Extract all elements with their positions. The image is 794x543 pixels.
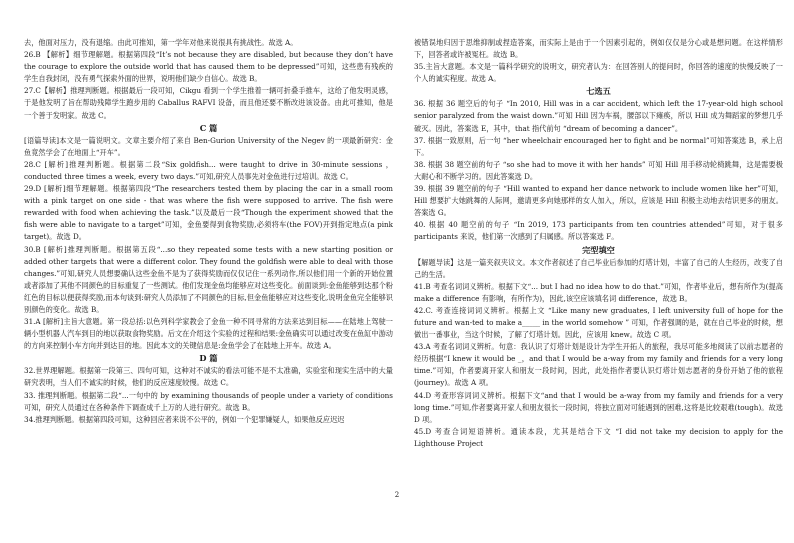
paragraph: 32.世界理解题。根据第一段第三、四句可知，这种对不诚实的看法可能不是不太准确，实验室和现实生活中的大量研究表明，当人们不诚实的时候，他们的反应速度较慢。故选 C。 [24, 366, 393, 388]
page-number: 2 [394, 491, 400, 499]
paragraph: 36. 根据 36 题空后的句子 “In 2010, Hill was in a car accident, which left the 17-year-old high school senior paralyzed from the waist down.”可知 Hill 因为车祸，腰部以下瘫痪，所以 Hill 成为舞蹈家的梦想几乎破灭。因此，答案选 E，其中，that 指代前句 “dream of becoming a dancer”。 [414, 99, 783, 133]
paragraph: 28.C [解析]推理判断题。根据第二段“Six goldfish... were taught to drive in 30-minute sessions ，conducted three times a week, every two days.”可知,研究人员事先对金鱼进行过培训。故选 C。 [24, 159, 393, 181]
paragraph: 38. 根据 38 题空前的句子 “so she had to move it with her hands” 可知 Hill 用手移动轮椅跳舞，这是需要极大耐心和不断学习的。因此答案选 D。 [414, 159, 783, 181]
left-column [24, 37, 393, 426]
paragraph: 34.推理判断题。根据第四段可知，这种回应者来说不公平的，例如一个犯罪嫌疑人，如果他反应迟迟 [24, 414, 345, 424]
paragraph: 42.C. 考查连接词词义辨析。根据上文 “Like many new graduates, I left university full of hope for the future and wan-ted to make a_____ in the world somehow ” 可知，作者强调的是，就在自己毕业的时候，想做出一番事业，当这个时候，了解了灯塔计划。因此，应该用 knew。故选 C 项。 [414, 305, 783, 340]
section-heading: 完型填空 [582, 244, 615, 255]
paragraph: 26.B 【解析】细节理解题。根据第四段“It’s not because they are disabled, but because they don’t have the courage to explore the outside world that has caused them to be depressed”可知，这些患有残疾的学生自我封闭，没有勇气探索外面的世界，说明他们缺少自信心。故选 B。 [24, 50, 393, 84]
paragraph: 39. 根据 39 题空前的句子 “Hill wanted to expand her dance network to include women like her”可知，Hill 想要扩大她跳舞的人际网，邀请更多向她那样的女人加入，所以，应该是 Hill 积极主动地去结识更多的朋友。答案选 G。 [414, 184, 783, 218]
paragraph: 【解题导读】这是一篇夹叙夹议文。本文作者叙述了自己毕业后参加的灯塔计划，丰富了自己的人生经历，改变了自己的生活。 [414, 257, 783, 279]
paragraph: 30.B [解析]推理判断题。根据第五段“...so they repeated some tests with a new starting position or added other targets that were a different color. They found the goldfish were able to deal with those changes.”可知,研究人员想要确认这些金鱼不是为了获得奖励而仅仅记住一系列动作,所以他们用一个新的开始位置或者添加了其他不同颜色的目标重复了一些测试。他们发现金鱼均能够应对这些变化。前面谈到:金鱼能够到达那个粉红色的目标以便获得奖励,而本句谈到:研究人员添加了不同颜色的目标,但金鱼能够应对这些变化,说明金鱼完全能够识别颜色的变化。故选 B。 [24, 244, 393, 314]
paragraph: [语篇导读]本文是一篇说明文。文章主要介绍了来自 Ben-Gurion University of the Negev 的一项最新研究：金鱼竟然学会了在地面上“开车”。 [24, 135, 393, 157]
paragraph: 31.A [解析]主旨大意题。第一段总括:以色列科学家教会了金鱼一种不同寻常的方法来达到目标——在陆地上驾驶一辆小型机器人汽车到目的地以获取食物奖励。后文在介绍这个实验的过程和结果:金鱼确实可以通过改变在鱼缸中游动的方向来控制小车方向并到达目的地。因此本文的关键信息是:金鱼学会了在陆地上开车。故选 A。 [24, 317, 393, 351]
paragraph: 41.B 考查名词词义辨析。根据下文“... but I had no idea how to do that.”可知，作者毕业后，想有所作为(提高 make a difference 有影响，有所作为)，因此,该空应该填名词 difference，故选 B。 [414, 281, 783, 303]
right-column [414, 37, 783, 450]
paragraph: 44.D 考查形容词词义辨析。根据下文“and that I would be a-way from my family and friends for a very long time.”可知,作者要离开家人和朋友很长一段时间，将独立面对可能遇到的困难,这将是比较艰难(tough)。故选 D 项。 [414, 390, 783, 424]
paragraph: 29.D [解析]细节理解题。根据第四段“The researchers tested them by placing the car in a small room with a pink target on one side - that was where the fish were supposed to arrive. The fish were rewarded with food when achieving the task.”以及最后一段“Though the experiment showed that the fish were able to navigate to a target”可知，金鱼要得到食物奖励,必须将车(the FOV)开到指定地点(a pink target)。故选 D。 [24, 184, 393, 242]
paragraph: 45.D 考查合词短语辨析。通读本段，尤其是结合下文 “I did not take my decision to apply for the Lighthouse Project [414, 426, 783, 448]
paragraph: 27.C【解析】推理判断题。根据最后一段可知，Cikgu 看到一个学生推着一辆可折叠手推车，这给了他发明灵感，于是他发明了旨在帮助残障学生跑步用的 Caballus RAFVI 设备，而且他还要不断改进该设备。由此可推知，他是一个善于发明家。故选 C。 [24, 86, 393, 120]
section-heading: D 篇 [199, 353, 218, 364]
section-heading: C 篇 [199, 122, 218, 133]
paragraph: 43.A 考查名词词义辨析。句意：我认识了灯塔计划是设计为学生开拓人的旅程，我尽可能多地阅读了以前志愿者的经历根据“I knew it would be _，and that I would be a-way from my family and friends for a very long time.”可知，作者要离开家人和朋友一段时间，因此，此处指作者要认识灯塔计划志愿者的身份开始了他的旅程(journey)。故选 A 项。 [414, 342, 783, 388]
paragraph: 40. 根据 40 题空前的句子 “In 2019, 173 participants from ten countries attended”可知，对于很多 participants 来说，他们第一次感到了归属感。所以答案选 F。 [414, 220, 783, 242]
paragraph: 35.主旨大意题。本文是一篇科学研究的说明文，研究者认为：在回答别人的提问时，你回答的速度的快慢反映了一个人的诚实程度。故选 A。 [414, 62, 783, 84]
paragraph: 被错误地归因于思维抑制或捏造答案，而实际上是由于一个因素引起的，例如仅仅是分心或是想问题。在这样情形下，回答者或许被冤枉。故选 B。 [414, 38, 783, 60]
paragraph: 37. 根据一致原则，后一句 “her wheelchair encouraged her to fight and be normal”可知答案选 B，承上启下。 [414, 135, 783, 157]
section-heading: 七选五 [586, 86, 611, 97]
paragraph: 去，他面对压力，没有退缩。由此可推知，第一学年对他来说很具有挑战性。故选 A。 [24, 38, 298, 47]
paragraph: 33. 推理判断题。根据第二段“...一句中的 by examining thousands of people under a variety of conditions 可知，研究人员通过在各种条件下调查成千上万的人进行研究。故选 B。 [24, 390, 393, 412]
